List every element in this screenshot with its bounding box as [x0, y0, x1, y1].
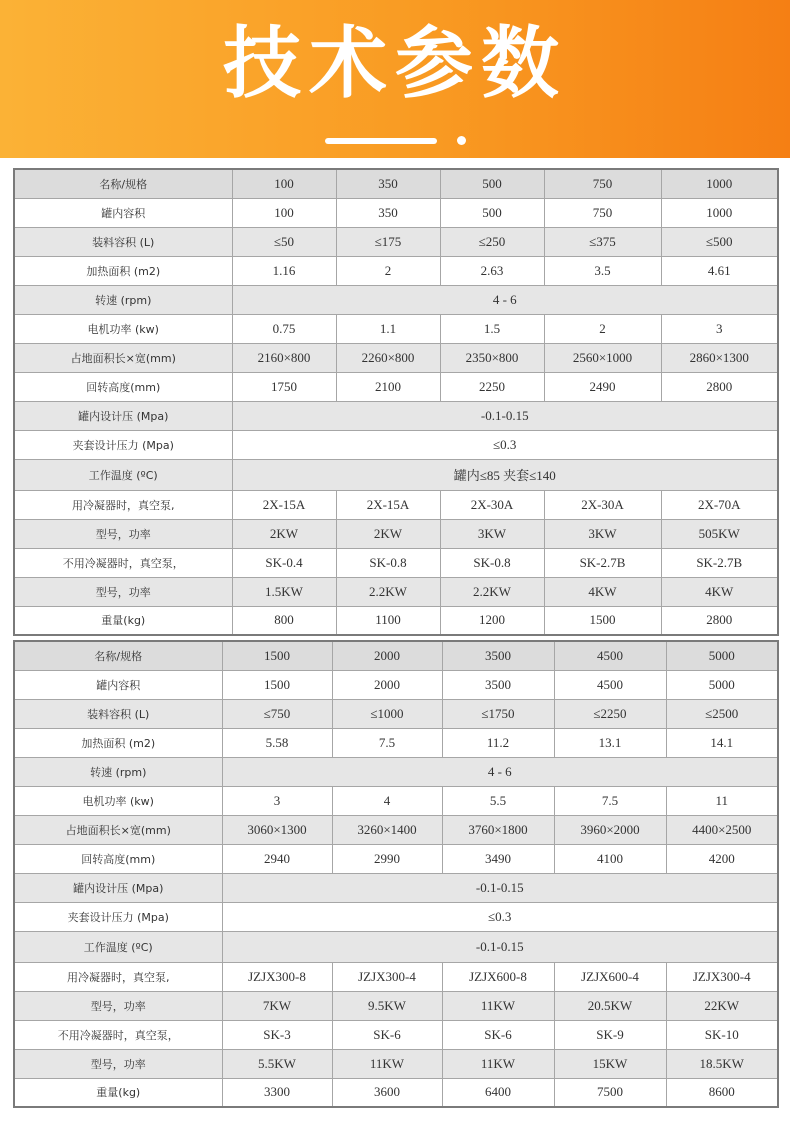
row-label: 工作温度 (ºC) [14, 459, 232, 490]
row-label: 重量(kg) [14, 606, 232, 635]
value-cell: 0.75 [232, 314, 336, 343]
value-cell: 2 [544, 314, 661, 343]
value-cell: 2X-70A [661, 490, 778, 519]
row-label: 型号，功率 [14, 577, 232, 606]
value-cell: 2100 [336, 372, 440, 401]
value-cell: 7500 [554, 1078, 666, 1107]
value-cell: 2560×1000 [544, 343, 661, 372]
value-cell: 3260×1400 [332, 815, 442, 844]
row-label: 加热面积 (m2) [14, 728, 222, 757]
table-row [14, 902, 778, 931]
value-cell: 6400 [442, 1078, 554, 1107]
table-row [14, 401, 778, 430]
value-cell: SK-2.7B [661, 548, 778, 577]
row-label: 回转高度(mm) [14, 372, 232, 401]
value-cell: 11.2 [442, 728, 554, 757]
value-cell: 2350×800 [440, 343, 544, 372]
value-cell: ≤50 [232, 227, 336, 256]
row-label: 重量(kg) [14, 1078, 222, 1107]
value-cell: 4100 [554, 844, 666, 873]
value-cell: SK-9 [554, 1020, 666, 1049]
merged-value-cell: -0.1-0.15 [232, 401, 778, 430]
table-row [14, 757, 778, 786]
value-cell: 350 [336, 198, 440, 227]
value-cell: SK-6 [332, 1020, 442, 1049]
value-cell: 4KW [661, 577, 778, 606]
value-cell: 2260×800 [336, 343, 440, 372]
value-cell: 2KW [336, 519, 440, 548]
value-cell: 13.1 [554, 728, 666, 757]
value-cell: 1000 [661, 169, 778, 198]
value-cell: 1.5KW [232, 577, 336, 606]
value-cell: JZJX300-4 [332, 962, 442, 991]
value-cell: SK-0.8 [440, 548, 544, 577]
table-row [14, 459, 778, 490]
table-row [14, 931, 778, 962]
value-cell: 1.16 [232, 256, 336, 285]
table-row [14, 169, 778, 198]
row-label: 转速 (rpm) [14, 757, 222, 786]
table-row [14, 962, 778, 991]
value-cell: 1.5 [440, 314, 544, 343]
row-label: 罐内设计压 (Mpa) [14, 401, 232, 430]
value-cell: SK-10 [666, 1020, 778, 1049]
value-cell: ≤750 [222, 699, 332, 728]
row-label: 电机功率 (kw) [14, 786, 222, 815]
row-label: 罐内设计压 (Mpa) [14, 873, 222, 902]
value-cell: 5000 [666, 670, 778, 699]
value-cell: 1500 [222, 670, 332, 699]
value-cell: 2KW [232, 519, 336, 548]
value-cell: 20.5KW [554, 991, 666, 1020]
value-cell: 2.63 [440, 256, 544, 285]
value-cell: 4 [332, 786, 442, 815]
value-cell: 2.2KW [440, 577, 544, 606]
value-cell: 4200 [666, 844, 778, 873]
value-cell: ≤2500 [666, 699, 778, 728]
value-cell: JZJX600-8 [442, 962, 554, 991]
value-cell: 1200 [440, 606, 544, 635]
value-cell: 2X-15A [232, 490, 336, 519]
value-cell: 2990 [332, 844, 442, 873]
value-cell: JZJX300-8 [222, 962, 332, 991]
table-row [14, 198, 778, 227]
spec-table-2 [13, 640, 779, 1108]
table-row [14, 670, 778, 699]
value-cell: 5.5KW [222, 1049, 332, 1078]
value-cell: SK-3 [222, 1020, 332, 1049]
value-cell: 2800 [661, 606, 778, 635]
page-title: 技术参数 [222, 19, 567, 109]
table-row [14, 285, 778, 314]
value-cell: 2490 [544, 372, 661, 401]
decorative-underline [325, 138, 437, 144]
value-cell: 500 [440, 169, 544, 198]
value-cell: 500 [440, 198, 544, 227]
row-label: 名称/规格 [14, 641, 222, 670]
value-cell: 505KW [661, 519, 778, 548]
value-cell: 11KW [332, 1049, 442, 1078]
value-cell: 2X-30A [440, 490, 544, 519]
table-row [14, 256, 778, 285]
table-row [14, 1020, 778, 1049]
value-cell: 5000 [666, 641, 778, 670]
value-cell: 100 [232, 198, 336, 227]
table-row [14, 577, 778, 606]
merged-value-cell: 4 - 6 [232, 285, 778, 314]
table-row [14, 548, 778, 577]
row-label: 用冷凝器时，真空泵, [14, 962, 222, 991]
value-cell: ≤2250 [554, 699, 666, 728]
row-label: 型号，功率 [14, 519, 232, 548]
row-label: 转速 (rpm) [14, 285, 232, 314]
table-row [14, 430, 778, 459]
value-cell: 1000 [661, 198, 778, 227]
value-cell: JZJX300-4 [666, 962, 778, 991]
table-row [14, 372, 778, 401]
value-cell: 15KW [554, 1049, 666, 1078]
value-cell: 3600 [332, 1078, 442, 1107]
value-cell: 18.5KW [666, 1049, 778, 1078]
value-cell: SK-0.8 [336, 548, 440, 577]
merged-value-cell: 4 - 6 [222, 757, 778, 786]
table-row [14, 314, 778, 343]
value-cell: 350 [336, 169, 440, 198]
value-cell: 5.5 [442, 786, 554, 815]
merged-value-cell: 罐内≤85 夹套≤140 [232, 459, 778, 490]
value-cell: 7.5 [554, 786, 666, 815]
value-cell: ≤250 [440, 227, 544, 256]
value-cell: 3760×1800 [442, 815, 554, 844]
value-cell: ≤1750 [442, 699, 554, 728]
row-label: 不用冷凝器时，真空泵， [14, 548, 232, 577]
table-row [14, 343, 778, 372]
row-label: 罐内容积 [14, 670, 222, 699]
value-cell: 4KW [544, 577, 661, 606]
value-cell: 2.2KW [336, 577, 440, 606]
value-cell: 11 [666, 786, 778, 815]
value-cell: ≤175 [336, 227, 440, 256]
table-row [14, 490, 778, 519]
row-label: 名称/规格 [14, 169, 232, 198]
value-cell: SK-0.4 [232, 548, 336, 577]
row-label: 回转高度(mm) [14, 844, 222, 873]
value-cell: 750 [544, 198, 661, 227]
table-row [14, 844, 778, 873]
merged-value-cell: -0.1-0.15 [222, 931, 778, 962]
value-cell: 22KW [666, 991, 778, 1020]
value-cell: 2800 [661, 372, 778, 401]
value-cell: 3KW [440, 519, 544, 548]
merged-value-cell: ≤0.3 [232, 430, 778, 459]
value-cell: 3500 [442, 641, 554, 670]
row-label: 罐内容积 [14, 198, 232, 227]
value-cell: 3060×1300 [222, 815, 332, 844]
row-label: 夹套设计压力 (Mpa) [14, 430, 232, 459]
value-cell: ≤1000 [332, 699, 442, 728]
value-cell: 14.1 [666, 728, 778, 757]
value-cell: 2X-30A [544, 490, 661, 519]
value-cell: 3 [222, 786, 332, 815]
table-row [14, 815, 778, 844]
merged-value-cell: ≤0.3 [222, 902, 778, 931]
merged-value-cell: -0.1-0.15 [222, 873, 778, 902]
value-cell: SK-6 [442, 1020, 554, 1049]
value-cell: 2000 [332, 641, 442, 670]
value-cell: JZJX600-4 [554, 962, 666, 991]
value-cell: 2250 [440, 372, 544, 401]
value-cell: 1750 [232, 372, 336, 401]
value-cell: 2860×1300 [661, 343, 778, 372]
value-cell: 2 [336, 256, 440, 285]
row-label: 占地面积长×宽(mm) [14, 815, 222, 844]
value-cell: 2X-15A [336, 490, 440, 519]
table-row [14, 728, 778, 757]
value-cell: 1500 [222, 641, 332, 670]
table-row [14, 606, 778, 635]
value-cell: 7.5 [332, 728, 442, 757]
row-label: 装料容积 (L) [14, 227, 232, 256]
value-cell: 3 [661, 314, 778, 343]
value-cell: 3500 [442, 670, 554, 699]
value-cell: 2160×800 [232, 343, 336, 372]
table-row [14, 991, 778, 1020]
value-cell: 3960×2000 [554, 815, 666, 844]
title-banner [0, 0, 790, 158]
table-row [14, 873, 778, 902]
value-cell: 1.1 [336, 314, 440, 343]
row-label: 不用冷凝器时，真空泵， [14, 1020, 222, 1049]
row-label: 加热面积 (m2) [14, 256, 232, 285]
value-cell: 100 [232, 169, 336, 198]
row-label: 装料容积 (L) [14, 699, 222, 728]
row-label: 工作温度 (ºC) [14, 931, 222, 962]
value-cell: ≤375 [544, 227, 661, 256]
table-row [14, 1078, 778, 1107]
value-cell: 2000 [332, 670, 442, 699]
value-cell: 4500 [554, 641, 666, 670]
value-cell: 8600 [666, 1078, 778, 1107]
value-cell: 750 [544, 169, 661, 198]
value-cell: 1500 [544, 606, 661, 635]
table-row [14, 641, 778, 670]
table-row [14, 1049, 778, 1078]
value-cell: 7KW [222, 991, 332, 1020]
value-cell: 3490 [442, 844, 554, 873]
row-label: 夹套设计压力 (Mpa) [14, 902, 222, 931]
value-cell: 5.58 [222, 728, 332, 757]
row-label: 占地面积长×宽(mm) [14, 343, 232, 372]
row-label: 型号，功率 [14, 991, 222, 1020]
row-label: 用冷凝器时，真空泵, [14, 490, 232, 519]
value-cell: SK-2.7B [544, 548, 661, 577]
value-cell: 800 [232, 606, 336, 635]
spec-table-1 [13, 168, 779, 636]
row-label: 型号，功率 [14, 1049, 222, 1078]
value-cell: 4500 [554, 670, 666, 699]
value-cell: 3.5 [544, 256, 661, 285]
value-cell: 3KW [544, 519, 661, 548]
decorative-dot [457, 136, 466, 145]
table-row [14, 699, 778, 728]
value-cell: 2940 [222, 844, 332, 873]
value-cell: 9.5KW [332, 991, 442, 1020]
table-row [14, 227, 778, 256]
value-cell: ≤500 [661, 227, 778, 256]
value-cell: 11KW [442, 991, 554, 1020]
value-cell: 3300 [222, 1078, 332, 1107]
row-label: 电机功率 (kw) [14, 314, 232, 343]
value-cell: 1100 [336, 606, 440, 635]
table-row [14, 786, 778, 815]
value-cell: 4.61 [661, 256, 778, 285]
value-cell: 4400×2500 [666, 815, 778, 844]
value-cell: 11KW [442, 1049, 554, 1078]
table-row [14, 519, 778, 548]
